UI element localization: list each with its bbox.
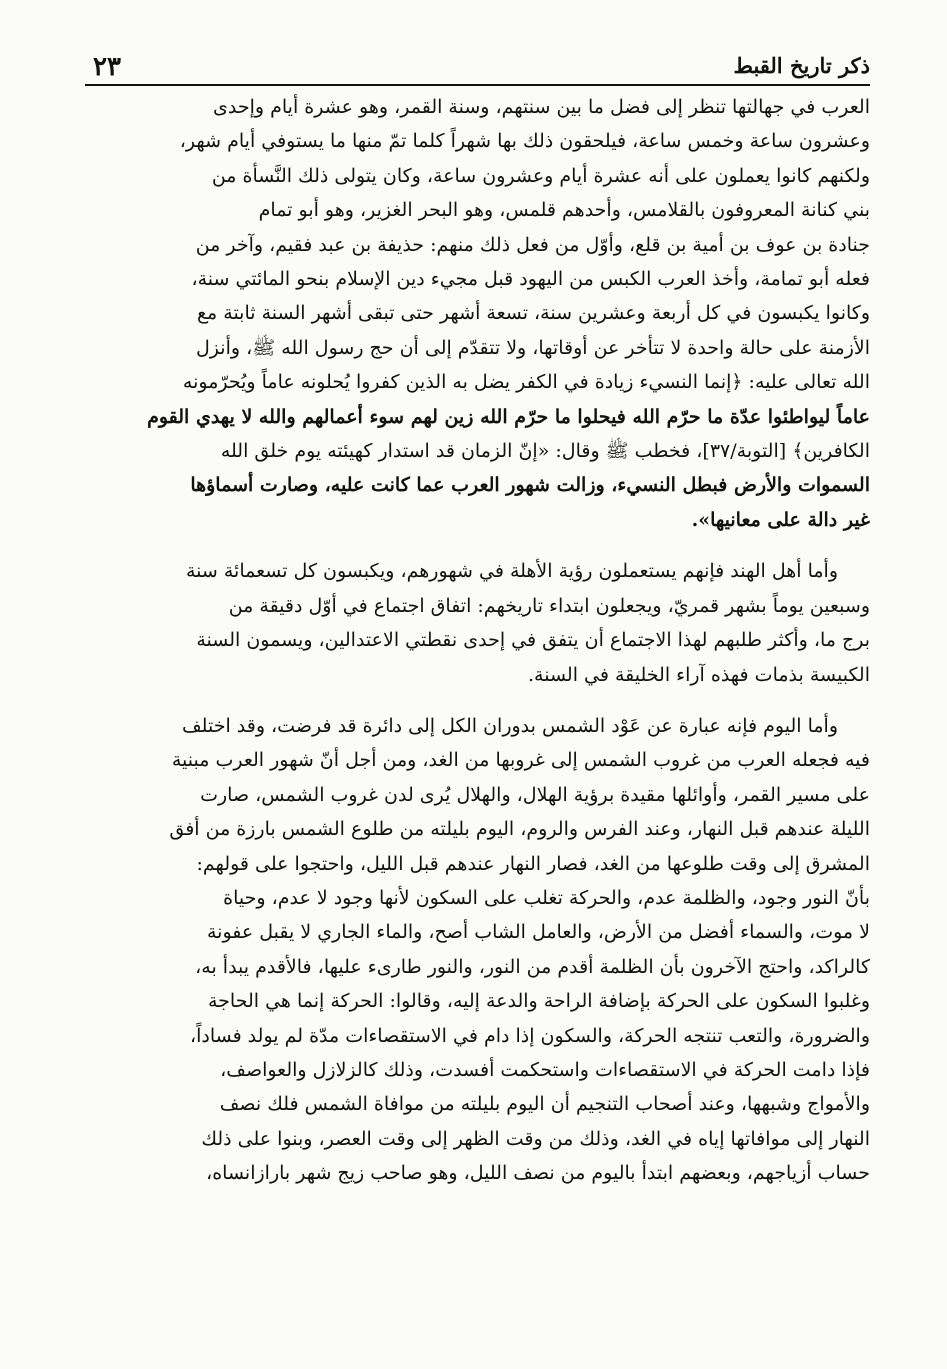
paragraph-calendar-intercalation	[85, 90, 870, 537]
header-rule	[85, 84, 870, 86]
paragraph-india	[85, 554, 870, 692]
paragraph-day-definition	[85, 709, 870, 1191]
text-line: بني كنانة المعروفون بالقلامس، وأحدهم قلمس، وهو البحر الغزير، وهو أبو تمام	[258, 199, 870, 222]
text-line: وسبعين يوماً بشهر قمريّ، ويجعلون ابتداء تاريخهم: اتفاق اجتماع في أوّل دقيقة من	[228, 594, 870, 617]
text-line: حساب أزياجهم، وبعضهم ابتدأ باليوم من نصف الليل، وهو صاحب زيج شهر بارازانساه،	[206, 1162, 870, 1185]
text-line: على مسير القمر، وأوائلها مقيدة برؤية الهلال، والهلال يُرى لدن غروب الشمس، صارت	[200, 783, 870, 806]
text-line: فيه فجعله العرب من غروب الشمس إلى غروبها من الغد، ومن أجل أنّ شهور العرب مبنية	[171, 749, 870, 772]
text-line: والأمواج وشبهها، وعند أصحاب التنجيم أن اليوم بليلته من موافاة الشمس فلك نصف	[219, 1093, 870, 1116]
text-line: النهار إلى موافاتها إياه في الغد، وذلك من وقت الظهر إلى وقت العصر، وبنوا على ذلك	[201, 1127, 870, 1150]
text-line: الكبيسة بذمات فهذه آراء الخليقة في السنة.	[528, 663, 870, 686]
text-line: الأزمنة على حالة واحدة لا تتأخر عن أوقاتها، ولا تتقدّم إلى أن حج رسول الله ﷺ، وأنزل	[196, 336, 870, 359]
text-line: وغلبوا السكون على الحركة بإضافة الراحة والدعة إليه، وقالوا: الحركة إنما هي الحاجة	[207, 990, 870, 1013]
text-line: فعله أبو تمامة، وأخذ العرب الكبس من اليهود قبل مجيء دين الإسلام بنحو المائتي سنة،	[191, 268, 870, 291]
text-line: عاماً ليواطئوا عدّة ما حرّم الله فيحلوا ما حرّم الله زين لهم سوء أعمالهم والله لا يهدي القوم	[147, 405, 870, 428]
text-line: برج ما، وأكثر طلبهم لهذا الاجتماع أن يتفق في إحدى نقطتي الاعتدالين، ويسمون السنة	[196, 629, 870, 652]
text-line: العرب في جهالتها تنظر إلى فضل ما بين سنتهم، وسنة القمر، وهو عشرة أيام وإحدى	[213, 96, 870, 118]
text-line: لا موت، والسماء أفضل من الأرض، والعامل الشاب أصح، والماء الجاري لا يقبل عفونة	[206, 921, 870, 944]
text-line: بأنّ النور وجود، والظلمة عدم، والحركة تغلب على السكون لأنها وجود لا عدم، وحياة	[223, 886, 870, 909]
text-line: ولكنهم كانوا يعملون على أنه عشرة أيام وعشرون ساعة، وكان يتولى ذلك النَّسأة من	[211, 164, 870, 187]
text-line: فإذا دامت الحركة في الاستقصاءات واستحكمت أفسدت، وذلك كالزلازل والعواصف،	[220, 1058, 870, 1081]
running-title: ذكر تاريخ القبط	[733, 53, 870, 78]
text-line: الليلة عندهم قبل النهار، وعند الفرس والروم، اليوم بليلته من طلوع الشمس بارزة من أفق	[169, 818, 870, 841]
text-line: وأما أهل الهند فإنهم يستعملون رؤية الأهلة في شهورهم، ويكبسون كل تسعمائة سنة	[185, 560, 838, 583]
text-line: الله تعالى عليه: ﴿إنما النسيء زيادة في الكفر يضل به الذين كفروا يُحلونه عاماً ويُحرّمونه	[182, 371, 870, 394]
page-header	[85, 38, 870, 86]
text-line: وعشرون ساعة وخمس ساعة، فيلحقون ذلك بها شهراً كلما تمّ منها ما يستوفي أيام شهر،	[179, 130, 870, 153]
text-line: وأما اليوم فإنه عبارة عن عَوْد الشمس بدوران الكل إلى دائرة قد فرضت، وقد اختلف	[182, 714, 838, 737]
text-line: المشرق إلى وقت طلوعها من الغد، فصار النهار عندهم قبل الليل، واحتجوا على قولهم:	[196, 852, 870, 875]
text-line: الكافرين﴾ [التوبة/٣٧]، فخطب ﷺ وقال: «إنّ الزمان قد استدار كهيئته يوم خلق الله	[220, 440, 870, 463]
text-line: غير دالة على معانيها».	[691, 508, 870, 531]
text-line: وكانوا يكبسون في كل أربعة وعشرين سنة، تسعة أشهر حتى تبقى أشهر السنة ثابتة مع	[196, 302, 870, 325]
text-line: والضرورة، والتعب تنتجه الحركة، والسكون إذا دام في الاستقصاءات مدّة لم يولد فساداً،	[189, 1024, 870, 1047]
page-number: ٢٣	[93, 52, 121, 82]
text-line: السموات والأرض فبطل النسيء، وزالت شهور العرب عما كانت عليه، وصارت أسماؤها	[190, 474, 870, 497]
text-line: جنادة بن عوف بن أمية بن قلع، وأوّل من فعل ذلك منهم: حذيفة بن عبد فقيم، وآخر من	[195, 233, 870, 256]
page-body	[85, 90, 870, 1191]
text-line: كالراكد، واحتج الآخرون بأن الظلمة أقدم من النور، والنور طارىء عليها، فالأقدم يبدأ به،	[195, 955, 870, 978]
